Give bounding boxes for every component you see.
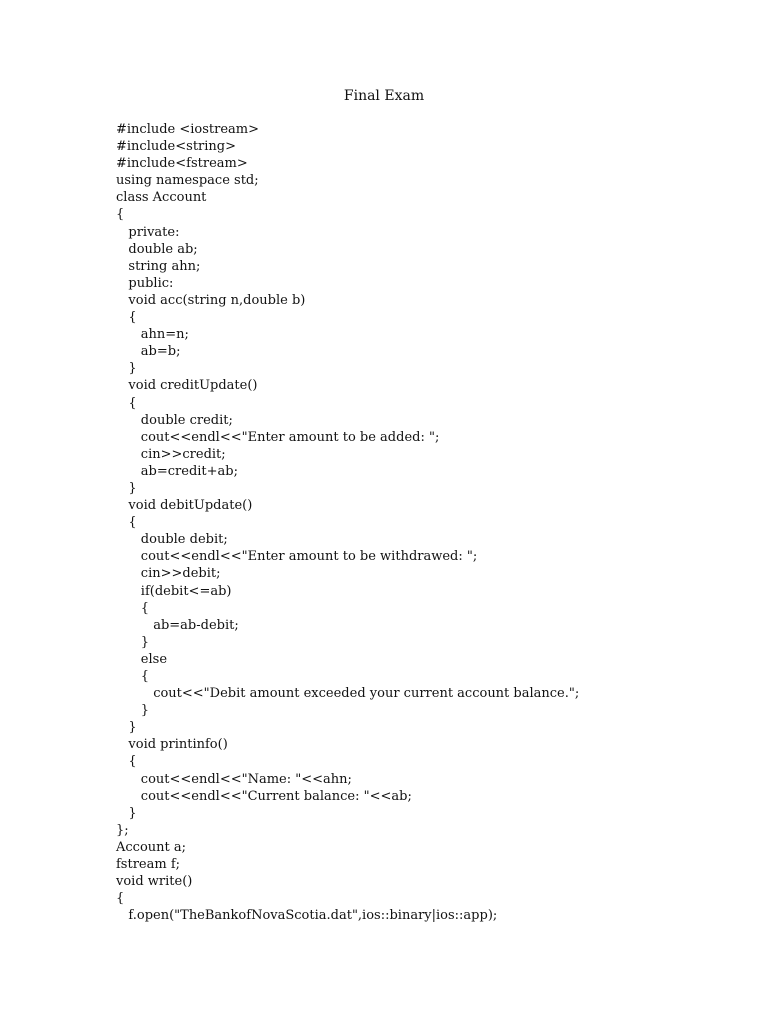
code-line: { (116, 754, 137, 770)
code-line: }; (116, 822, 129, 838)
code-line: void printinfo() (116, 737, 228, 753)
code-line: { (116, 891, 125, 907)
code-line: void creditUpdate() (116, 378, 258, 394)
code-line: } (116, 480, 137, 496)
code-listing (116, 121, 579, 924)
code-line: } (116, 361, 137, 377)
code-line: void debitUpdate() (116, 498, 253, 514)
code-line: double debit; (116, 532, 228, 548)
code-line: } (116, 805, 137, 821)
code-line: cin>>debit; (116, 566, 221, 582)
code-line: { (116, 310, 137, 326)
code-line: cout<<endl<<"Enter amount to be withdrawed: "; (116, 549, 478, 565)
code-line: cout<<endl<<"Enter amount to be added: "; (116, 429, 440, 445)
code-line: { (116, 207, 125, 223)
code-line: } (116, 703, 150, 719)
code-line: fstream f; (116, 857, 181, 873)
code-line: cout<<"Debit amount exceeded your current account balance."; (116, 686, 580, 702)
code-line: #include <iostream> (116, 122, 260, 137)
document-title: Final Exam (343, 88, 425, 104)
code-line: { (116, 395, 137, 411)
code-line: } (116, 634, 150, 650)
code-line: ab=ab-debit; (116, 617, 239, 633)
code-line: void write() (116, 874, 193, 890)
code-line: double ab; (116, 241, 198, 257)
code-line: else (116, 651, 168, 667)
code-line: void acc(string n,double b) (116, 292, 306, 308)
code-line: ab=b; (116, 344, 181, 360)
code-line: if(debit<=ab) (116, 583, 232, 599)
code-line: ab=credit+ab; (116, 463, 238, 479)
code-line: ahn=n; (116, 327, 189, 343)
code-line: double credit; (116, 412, 233, 428)
code-line: { (116, 600, 150, 616)
code-line: f.open("TheBankofNovaScotia.dat",ios::binary|ios::app); (116, 908, 498, 924)
code-line: #include<string> (116, 139, 236, 155)
code-line: Account a; (116, 839, 187, 855)
code-line: private: (116, 224, 180, 240)
code-line: #include<fstream> (116, 156, 248, 172)
code-line: { (116, 669, 150, 684)
code-line: cout<<endl<<"Name: "<<ahn; (116, 771, 352, 787)
code-line: } (116, 720, 137, 736)
code-line: { (116, 515, 137, 531)
code-line: class Account (116, 190, 207, 206)
code-line: cout<<endl<<"Current balance: "<<ab; (116, 788, 412, 804)
code-line: public: (116, 275, 174, 291)
code-line: using namespace std; (116, 173, 259, 189)
code-line: cin>>credit; (116, 446, 226, 462)
code-line: string ahn; (116, 258, 201, 274)
